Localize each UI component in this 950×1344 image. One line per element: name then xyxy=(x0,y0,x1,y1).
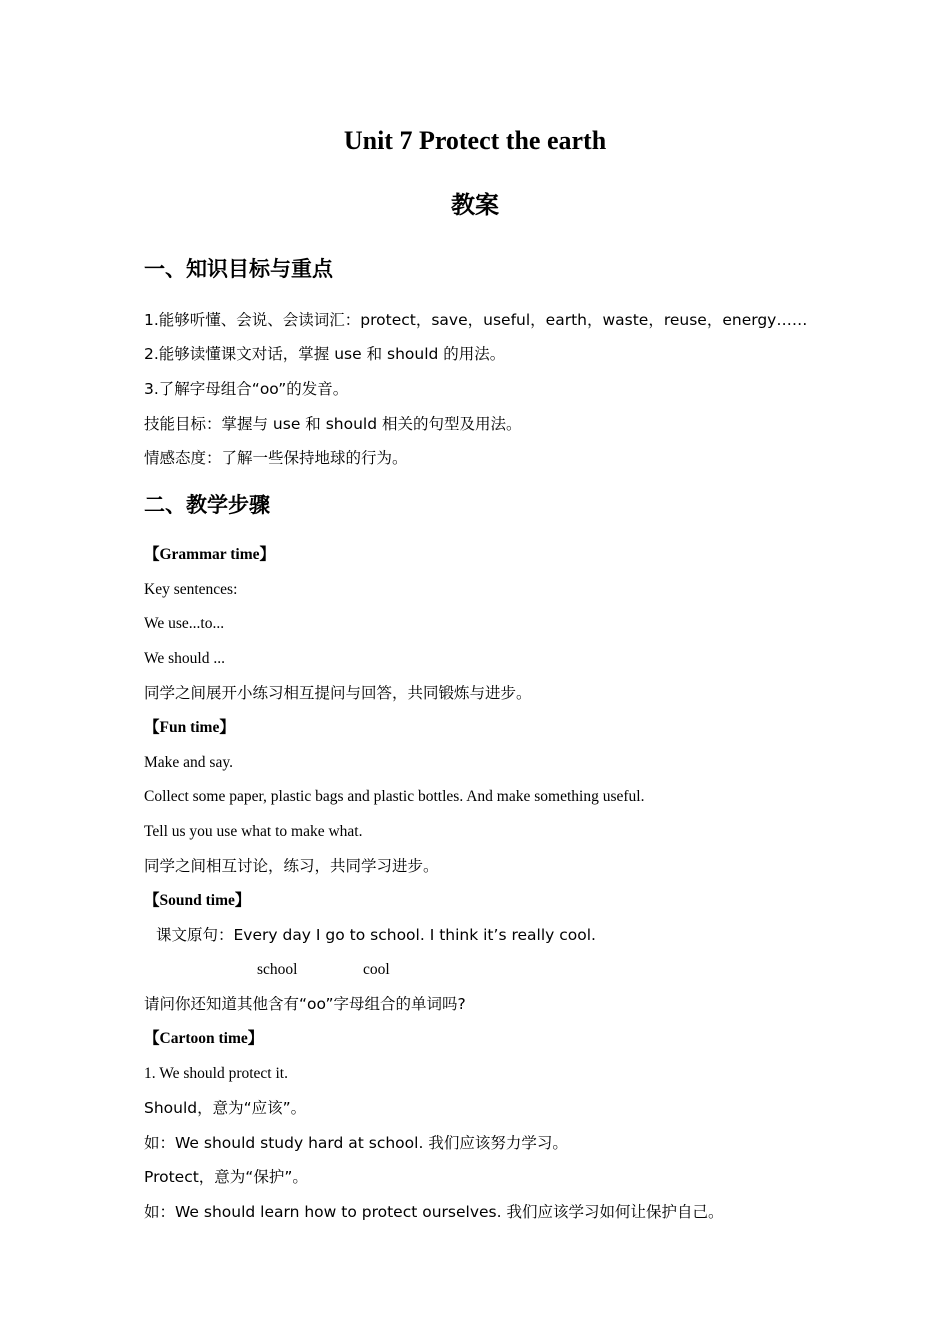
fun-line: Collect some paper, plastic bags and plastic bottles. And make something useful. xyxy=(144,788,645,805)
sound-word: school xyxy=(257,961,298,978)
grammar-line: 同学之间展开小练习相互提问与回答，共同锻炼与进步。 xyxy=(144,684,532,702)
cartoon-time-label: 【Cartoon time】 xyxy=(144,1030,264,1047)
sound-time-label: 【Sound time】 xyxy=(144,892,251,909)
cartoon-line: Protect，意为“保护”。 xyxy=(144,1168,308,1186)
sound-sentence: 课文原句：Every day I go to school. I think it’s really cool. xyxy=(156,926,596,944)
grammar-line: Key sentences: xyxy=(144,581,238,598)
grammar-line: We use...to... xyxy=(144,615,225,632)
cartoon-line: Should，意为“应该”。 xyxy=(144,1099,307,1117)
cartoon-line: 1. We should protect it. xyxy=(144,1065,288,1082)
objective-item: 2.能够读懂课文对话，掌握 use 和 should 的用法。 xyxy=(144,345,506,363)
objective-item: 情感态度：了解一些保持地球的行为。 xyxy=(144,449,408,467)
document-subtitle: 教案 xyxy=(451,191,499,219)
section1-heading: 一、知识目标与重点 xyxy=(144,257,333,281)
objective-item: 3.了解字母组合“oo”的发音。 xyxy=(144,380,349,398)
document-title: Unit 7 Protect the earth xyxy=(343,126,607,155)
objective-item: 技能目标：掌握与 use 和 should 相关的句型及用法。 xyxy=(144,415,522,433)
section2-heading: 二、教学步骤 xyxy=(144,493,270,517)
grammar-time-label: 【Grammar time】 xyxy=(144,546,275,563)
sound-word: cool xyxy=(363,961,390,978)
fun-time-label: 【Fun time】 xyxy=(144,719,235,736)
objective-item: 1.能够听懂、会说、会读词汇：protect，save，useful，earth，waste，reuse，energy…… xyxy=(144,311,808,329)
grammar-line: We should ... xyxy=(144,650,225,667)
cartoon-line: 如：We should learn how to protect ourselves. 我们应该学习如何让保护自己。 xyxy=(144,1203,724,1221)
fun-line: Tell us you use what to make what. xyxy=(144,823,363,840)
sound-question: 请问你还知道其他含有“oo”字母组合的单词吗? xyxy=(144,995,466,1013)
cartoon-line: 如：We should study hard at school. 我们应该努力学习。 xyxy=(144,1134,568,1152)
fun-line: 同学之间相互讨论，练习，共同学习进步。 xyxy=(144,857,439,875)
fun-line: Make and say. xyxy=(144,754,233,771)
